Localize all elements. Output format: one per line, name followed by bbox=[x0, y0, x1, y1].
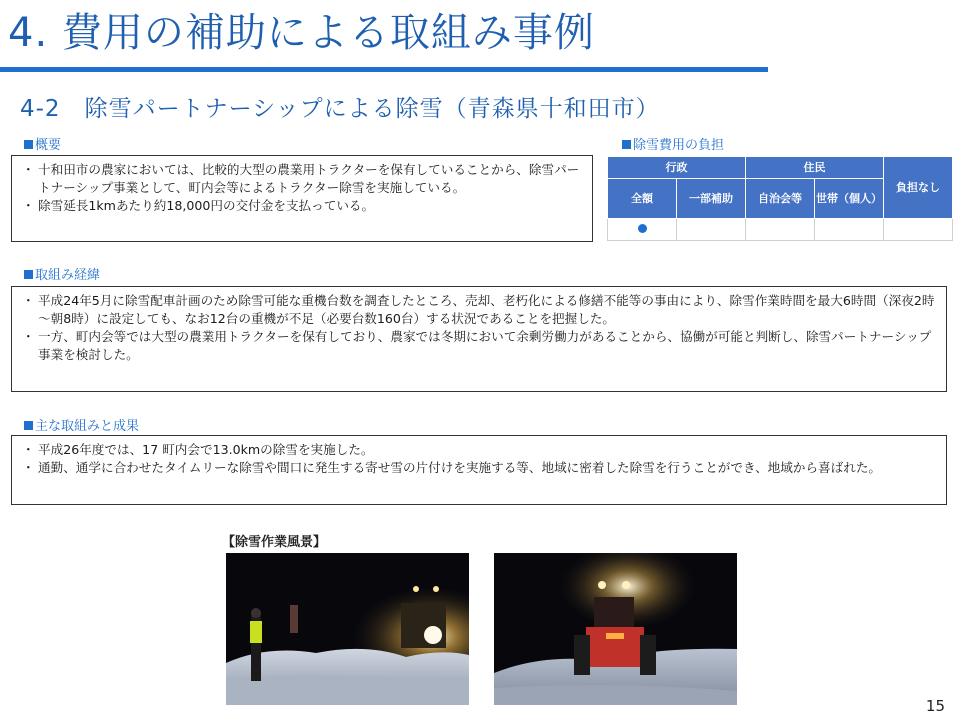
background-heading: 取組み経緯 bbox=[24, 264, 100, 283]
col-header-household: 世帯（個人） bbox=[815, 179, 884, 219]
cell-household bbox=[815, 219, 884, 241]
square-bullet-icon bbox=[24, 140, 33, 149]
overview-box bbox=[11, 155, 593, 242]
square-bullet-icon bbox=[24, 270, 33, 279]
burden-heading: 除雪費用の負担 bbox=[622, 134, 724, 153]
cell-full bbox=[608, 219, 677, 241]
title-underline bbox=[0, 67, 768, 72]
results-item: ・ 平成26年度では、17 町内会で13.0kmの除雪を実施した。 bbox=[24, 441, 938, 459]
background-item: ・ 一方、町内会等では大型の農業用トラクターを保有しており、農家では冬期において余剰労働力があることから、協働が可能と判断し、除雪パートナーシップ事業を検討した。 bbox=[24, 328, 938, 364]
cell-partial bbox=[677, 219, 746, 241]
group-res-header: 住民 bbox=[746, 157, 884, 179]
group-gov-header: 行政 bbox=[608, 157, 746, 179]
selected-dot-icon bbox=[638, 224, 647, 233]
results-item: ・ 通勤、通学に合わせたタイムリーな除雪や間口に発生する寄せ雪の片付けを実施する等、地域に密着した除雪を行うことができ、地域から喜ばれた。 bbox=[24, 459, 938, 477]
results-heading: 主な取組みと成果 bbox=[24, 415, 139, 434]
cell-none bbox=[884, 219, 953, 241]
col-header-association: 自治会等 bbox=[746, 179, 815, 219]
photos-label: 【除雪作業風景】 bbox=[222, 535, 327, 550]
page-number: 15 bbox=[925, 697, 945, 715]
burden-table bbox=[607, 156, 953, 241]
photo-1-illustration bbox=[226, 553, 469, 705]
col-header-full: 全額 bbox=[608, 179, 677, 219]
background-item: ・ 平成24年5月に除雪配車計画のため除雪可能な重機台数を調査したところ、売却、老朽化による修繕不能等の事由により、除雪作業時間を最大6時間（深夜2時～朝8時）に設定しても、なお12台の重機が不足（必要台数160台）する状況であることを把握した。 bbox=[24, 292, 938, 328]
photo-2-illustration bbox=[494, 553, 737, 705]
snow-removal-photo-1 bbox=[226, 553, 469, 705]
overview-item: ・ 十和田市の農家においては、比較的大型の農業用トラクターを保有していることから、除雪パートナーシップ事業として、町内会等によるトラクター除雪を実施している。 bbox=[24, 161, 584, 197]
results-box bbox=[11, 435, 947, 505]
page-title: 4. 費用の補助による取組み事例 bbox=[8, 10, 595, 56]
page-subtitle: 4-2 除雪パートナーシップによる除雪（青森県十和田市） bbox=[20, 96, 660, 122]
col-header-partial: 一部補助 bbox=[677, 179, 746, 219]
no-burden-header: 負担なし bbox=[884, 157, 953, 219]
overview-item: ・ 除雪延長1kmあたり約18,000円の交付金を支払っている。 bbox=[24, 197, 584, 215]
snow-removal-photo-2 bbox=[494, 553, 737, 705]
square-bullet-icon bbox=[24, 421, 33, 430]
overview-heading: 概要 bbox=[24, 134, 61, 153]
square-bullet-icon bbox=[622, 140, 631, 149]
background-box bbox=[11, 286, 947, 392]
cell-association bbox=[746, 219, 815, 241]
